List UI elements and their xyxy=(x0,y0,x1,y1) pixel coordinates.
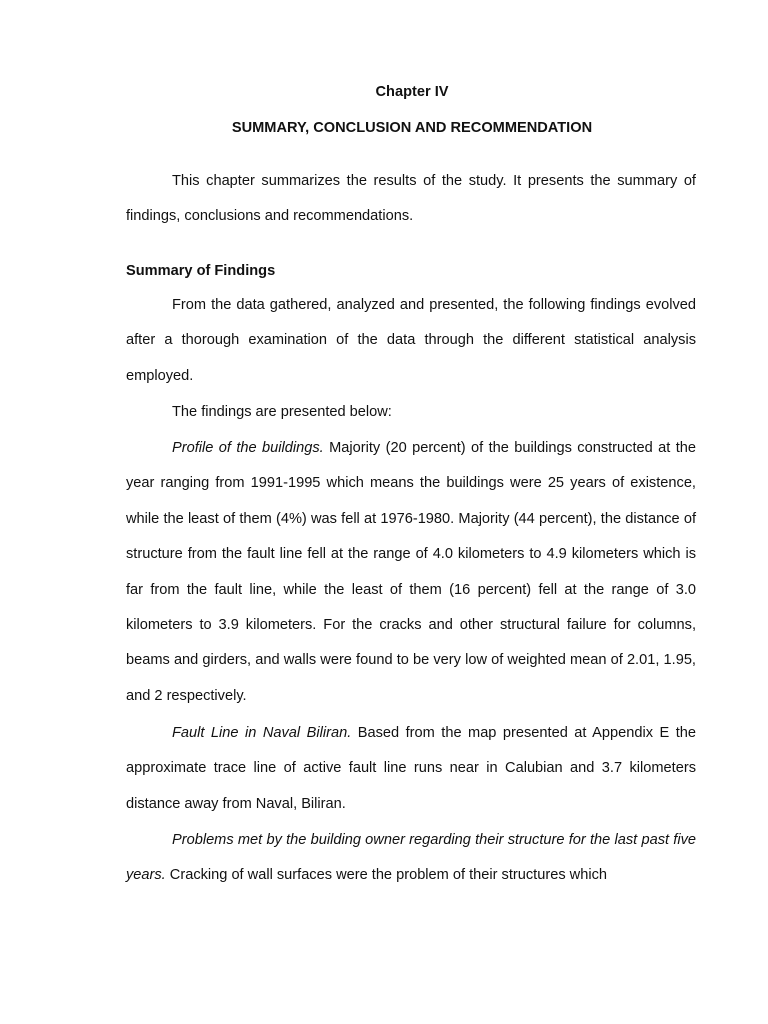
chapter-title: SUMMARY, CONCLUSION AND RECOMMENDATION xyxy=(231,120,593,136)
fault-line-lead: Fault Line in Naval Biliran. xyxy=(172,725,352,741)
profile-lead: Profile of the buildings. xyxy=(172,440,324,456)
profile-of-buildings-paragraph xyxy=(126,431,696,714)
findings-intro-paragraph: From the data gathered, analyzed and presented, the following findings evolved after a thorough examination of the data through the different statistical analysis employed. xyxy=(126,297,696,384)
findings-presented-paragraph: The findings are presented below: xyxy=(172,404,392,420)
chapter-label: Chapter IV xyxy=(375,84,449,100)
problems-paragraph xyxy=(126,823,696,894)
problems-text: Cracking of wall surfaces were the problem of their structures which xyxy=(165,867,607,884)
profile-text: Majority (20 percent) of the buildings constructed at the year ranging from 1991-1995 which means the buildings were 25 years of existence, while the least of them (4%) was fell at 1976-1980. Majority (44 percent), the distance of structure from the fault line fell at the range of 4.0 kilometers to 4.9 kilometers which is far from the fault line, while the least of them (16 percent) fell at the range of 3.0 kilometers to 3.9 kilometers. For the cracks and other structural failure for columns, beams and girders, and walls were found to be very low of weighted mean of 2.01, 1.95, and 2 respectively. xyxy=(126,440,697,704)
problems-lead: Problems met by the building owner regarding their structure for the last past five years. xyxy=(126,832,696,884)
fault-line-text: Based from the map presented at Appendix E the approximate trace line of active fault line runs near in Calubian and 3.7 kilometers distance away from Naval, Biliran. xyxy=(126,725,696,812)
intro-paragraph: This chapter summarizes the results of the study. It presents the summary of findings, conclusions and recommendations. xyxy=(126,173,696,225)
section-heading-summary-of-findings: Summary of Findings xyxy=(126,263,276,279)
fault-line-paragraph xyxy=(126,716,696,822)
